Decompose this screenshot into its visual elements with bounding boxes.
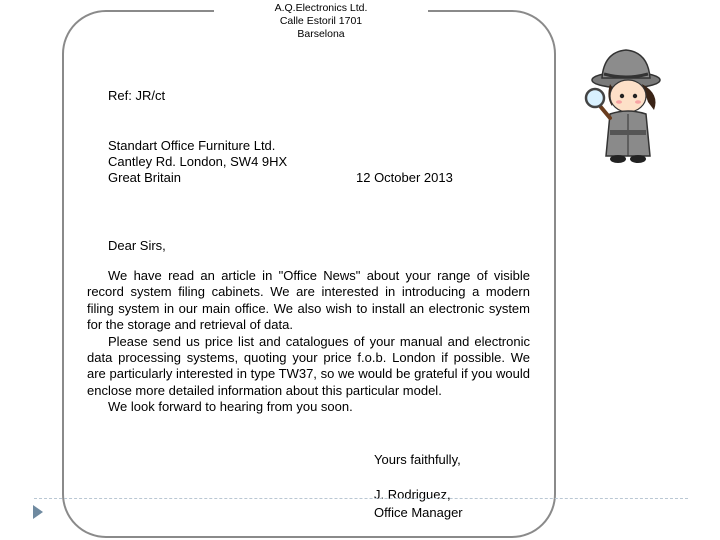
slide-divider — [34, 498, 688, 499]
sender-city: Barselona — [297, 28, 345, 40]
reference: Ref: JR/ct — [108, 88, 166, 103]
body-paragraph-2: Please send us price list and catalogues of your manual and electronic data processing systems, quoting your price f.o.b. London if possible. We are particularly interested in type TW37, so we would be grateful if you would enclose more detailed information about this particular model. — [87, 333, 530, 398]
signature-block — [374, 486, 463, 522]
sender-address — [214, 2, 428, 41]
salutation: Dear Sirs, — [108, 238, 166, 253]
signature-name: J. Rodriguez, — [374, 487, 451, 502]
recipient-street: Cantley Rd. London, SW4 9HX — [108, 154, 288, 169]
recipient-address — [108, 138, 287, 186]
signature-title: Office Manager — [374, 505, 463, 520]
detective-icon — [580, 44, 670, 164]
sender-name: A.Q.Electronics Ltd. — [274, 2, 368, 14]
sender-street: Calle Estoril 1701 — [279, 15, 363, 27]
recipient-country: Great Britain — [108, 170, 181, 185]
letter-body — [87, 268, 530, 416]
body-paragraph-1: We have read an article in "Office News" about your range of visible record system filing cabinets. We are interested in introducing a modern filing system in our main office. We also wish to install an electronic system for the storage and retrieval of data. — [87, 268, 530, 333]
body-paragraph-3: We look forward to hearing from you soon. — [108, 399, 353, 415]
closing: Yours faithfully, — [374, 452, 461, 467]
letter-date: 12 October 2013 — [356, 170, 453, 185]
recipient-company: Standart Office Furniture Ltd. — [108, 138, 276, 153]
bullet-triangle-icon — [33, 505, 43, 519]
